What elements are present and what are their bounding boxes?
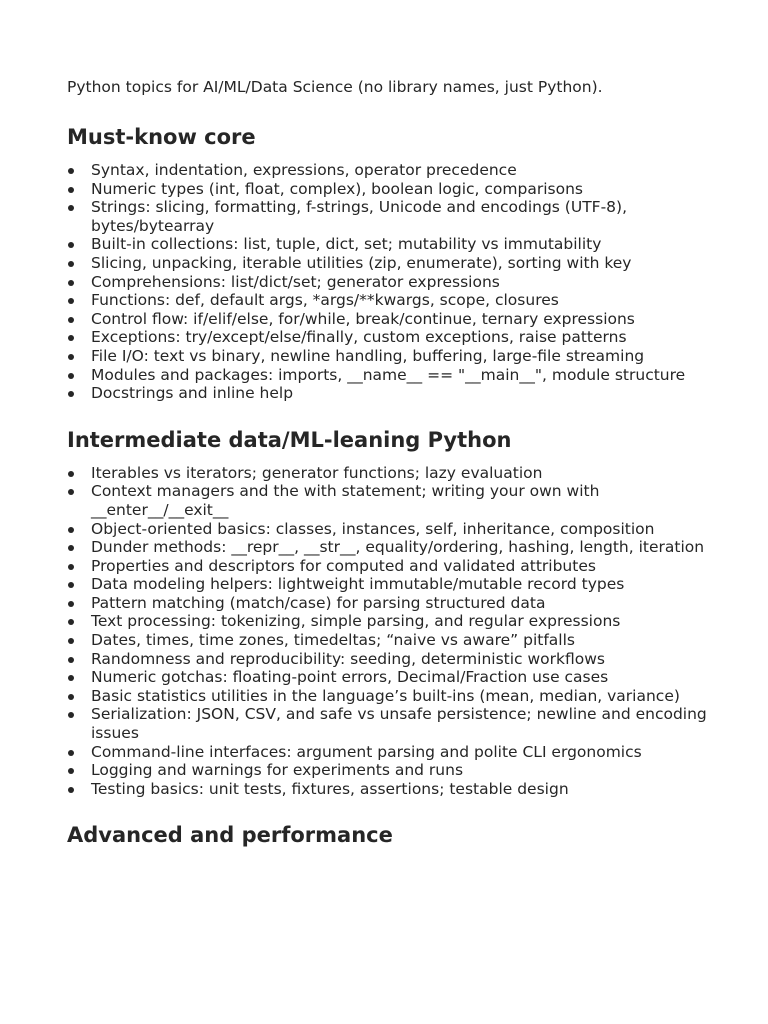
list-item: Comprehensions: list/dict/set; generator expressions (67, 273, 735, 292)
list-item: File I/O: text vs binary, newline handling, buffering, large-file streaming (67, 347, 735, 366)
list-item: Functions: def, default args, *args/**kwargs, scope, closures (67, 291, 735, 310)
list-item: Docstrings and inline help (67, 384, 735, 403)
list-item: Control flow: if/elif/else, for/while, break/continue, ternary expressions (67, 310, 735, 329)
list-item: Object-oriented basics: classes, instances, self, inheritance, composition (67, 520, 735, 539)
list-item: Command-line interfaces: argument parsing and polite CLI ergonomics (67, 743, 735, 762)
list-item: Slicing, unpacking, iterable utilities (zip, enumerate), sorting with key (67, 254, 735, 273)
list-item: Text processing: tokenizing, simple parsing, and regular expressions (67, 612, 735, 631)
list-item: Randomness and reproducibility: seeding, deterministic workflows (67, 650, 735, 669)
topic-list-must-know-core (67, 161, 768, 403)
list-item: Iterables vs iterators; generator functions; lazy evaluation (67, 464, 735, 483)
section-heading-advanced-performance: Advanced and performance (67, 823, 393, 848)
section-heading-must-know-core: Must-know core (67, 125, 256, 149)
list-item: Built-in collections: list, tuple, dict, set; mutability vs immutability (67, 235, 735, 254)
list-item: Data modeling helpers: lightweight immutable/mutable record types (67, 575, 735, 594)
intro-text: Python topics for AI/ML/Data Science (no library names, just Python). (67, 78, 603, 96)
list-item: Logging and warnings for experiments and runs (67, 761, 735, 780)
list-item: Numeric types (int, float, complex), boolean logic, comparisons (67, 180, 735, 199)
section-heading-intermediate: Intermediate data/ML-leaning Python (67, 427, 512, 452)
list-item: Exceptions: try/except/else/finally, custom exceptions, raise patterns (67, 328, 735, 347)
list-item: Context managers and the with statement; writing your own with __enter__/__exit__ (67, 482, 735, 519)
list-item: Basic statistics utilities in the language’s built-ins (mean, median, variance) (67, 687, 735, 706)
list-item: Numeric gotchas: floating-point errors, Decimal/Fraction use cases (67, 668, 735, 687)
list-item: Dunder methods: __repr__, __str__, equality/ordering, hashing, length, iteration (67, 538, 735, 557)
list-item: Properties and descriptors for computed and validated attributes (67, 557, 735, 576)
list-item: Modules and packages: imports, __name__ == "__main__", module structure (67, 366, 735, 385)
list-item: Dates, times, time zones, timedeltas; “naive vs aware” pitfalls (67, 631, 735, 650)
list-item: Syntax, indentation, expressions, operator precedence (67, 161, 735, 180)
list-item: Strings: slicing, formatting, f-strings, Unicode and encodings (UTF-8), bytes/bytearray (67, 198, 735, 235)
list-item: Serialization: JSON, CSV, and safe vs unsafe persistence; newline and encoding issues (67, 705, 735, 742)
list-item: Pattern matching (match/case) for parsing structured data (67, 594, 735, 613)
list-item: Testing basics: unit tests, fixtures, assertions; testable design (67, 780, 735, 799)
topic-list-intermediate (67, 464, 768, 799)
